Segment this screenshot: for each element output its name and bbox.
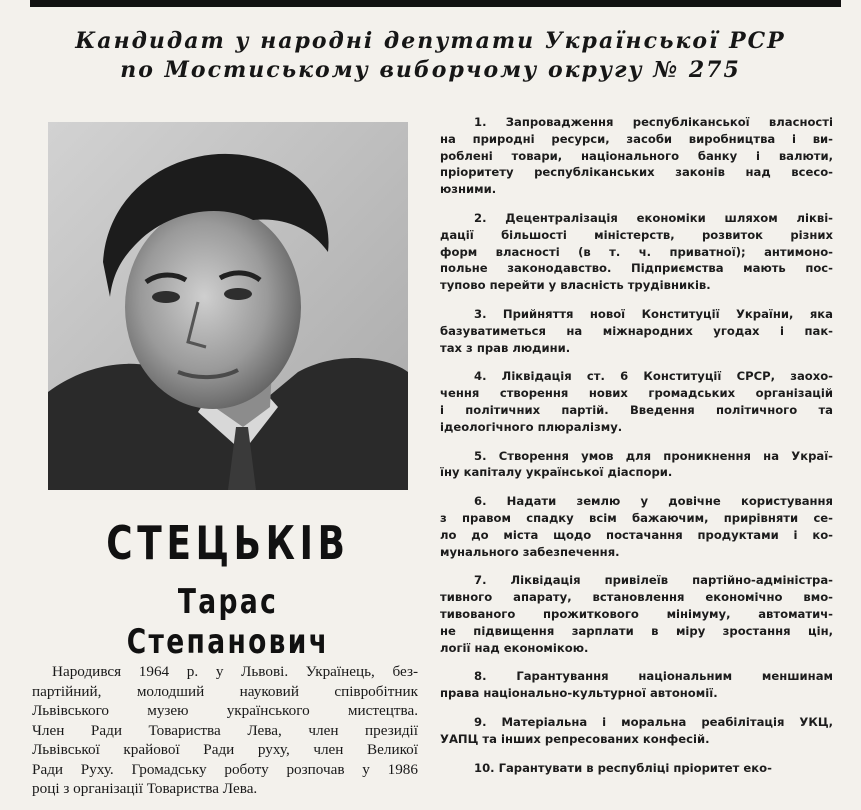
program-line: юзними. <box>440 182 497 197</box>
program-line: 10. Гарантувати в республіці пріоритет еко- <box>474 760 772 775</box>
bio-text <box>32 662 418 799</box>
bio-line: році з організації Товариства Лева. <box>32 780 258 797</box>
program-line: форм власності (в т. ч. приватної); антимоно- <box>440 244 833 259</box>
header-line-2: по Мостиському виборчому округу № 275 <box>120 57 741 83</box>
program-line: 4. Ліквідація ст. 6 Конституції СРСР, заохо- <box>474 369 833 384</box>
program-line: і політичних партій. Введення політичного та <box>440 402 833 417</box>
program-line: 7. Ліквідація привілеїв партійно-адміністра- <box>474 573 833 588</box>
candidate-surname: СТЕЦЬКІВ <box>106 516 350 570</box>
program-line: 8. Гарантування національним меншинам <box>474 669 833 684</box>
candidate-photo <box>48 122 408 490</box>
program-line: пріоритету республіканських законів над всесо- <box>440 165 833 180</box>
program-line: 1. Запровадження республіканської власності <box>474 115 833 129</box>
program-line: чення створення нових громадських організацій <box>440 386 833 401</box>
program-line: тупово перейти у власність трудівників. <box>440 278 711 293</box>
bio-line: Львівського музею українського мистецтва. <box>32 702 418 719</box>
program-line: 2. Децентралізація економіки шляхом ліквi- <box>474 210 833 225</box>
top-rule <box>30 0 841 7</box>
program-line: ідеологічного плюралізму. <box>440 419 623 434</box>
program-item-7 <box>440 572 833 656</box>
program-item-1 <box>440 114 833 198</box>
program-line: 5. Створення умов для проникнення на Украї- <box>474 448 833 463</box>
program-line: дації більшості міністерств, розвиток різних <box>440 227 833 242</box>
program-line: базуватиметься на міжнародних угодах і пак- <box>440 323 833 338</box>
program-line: 6. Надати землю у довічне користування <box>474 494 833 509</box>
bio-line: Ради Руху. Громадську роботу розпочав у 1986 <box>32 760 418 778</box>
program-list <box>440 114 833 788</box>
program-item-4 <box>440 368 833 435</box>
program-line: не підвищення зарплати в міру зростання цін, <box>440 623 833 638</box>
program-line: УАПЦ та інших репресованих конфесій. <box>440 731 710 746</box>
program-item-3 <box>440 306 833 356</box>
program-item-6 <box>440 493 833 560</box>
program-line: 3. Прийняття нової Конституції України, яка <box>474 306 833 321</box>
bio-line: Львівської крайової Ради руху, член Великої <box>32 741 418 758</box>
program-line: на природні ресурси, засоби виробництва і ви- <box>440 131 833 146</box>
program-line: права національно-культурної автономії. <box>440 686 718 701</box>
program-line: тах з прав людини. <box>440 340 571 355</box>
bio-line: Член Ради Товариства Лева, член президії <box>32 721 418 739</box>
candidate-given-name: Тарас Степанович <box>126 582 330 662</box>
program-line: з правом спадку всім бажаючим, прирівняти се- <box>440 510 833 525</box>
program-item-10 <box>440 760 833 777</box>
bio-line: партійний, молодший науковий співробітник <box>32 682 418 700</box>
bio-line: Народився 1964 р. у Львові. Українець, без- <box>52 663 418 680</box>
program-line: логії над економікою. <box>440 640 589 655</box>
program-line: польне законодавство. Підприємства мають пос- <box>440 261 833 276</box>
program-line: тивованого прожиткового мінімуму, автоматич- <box>440 606 833 621</box>
program-item-5 <box>440 448 833 482</box>
program-line: тивного апарату, встановлення економічно вмо- <box>440 590 833 605</box>
program-line: мунального забезпечення. <box>440 544 620 559</box>
program-line: 9. Матеріальна і моральна реабілітація УКЦ, <box>474 714 833 729</box>
program-item-9 <box>440 714 833 748</box>
program-item-2 <box>440 210 833 294</box>
program-line: їну капіталу української діаспори. <box>440 465 673 480</box>
program-line: роблені товари, національного банку і валюти, <box>440 148 833 163</box>
program-item-8 <box>440 668 833 702</box>
header-line-1: Кандидат у народні депутати Української РСР <box>75 28 786 54</box>
program-line: ло до міста щодо постачання продуктами і ко- <box>440 527 833 542</box>
